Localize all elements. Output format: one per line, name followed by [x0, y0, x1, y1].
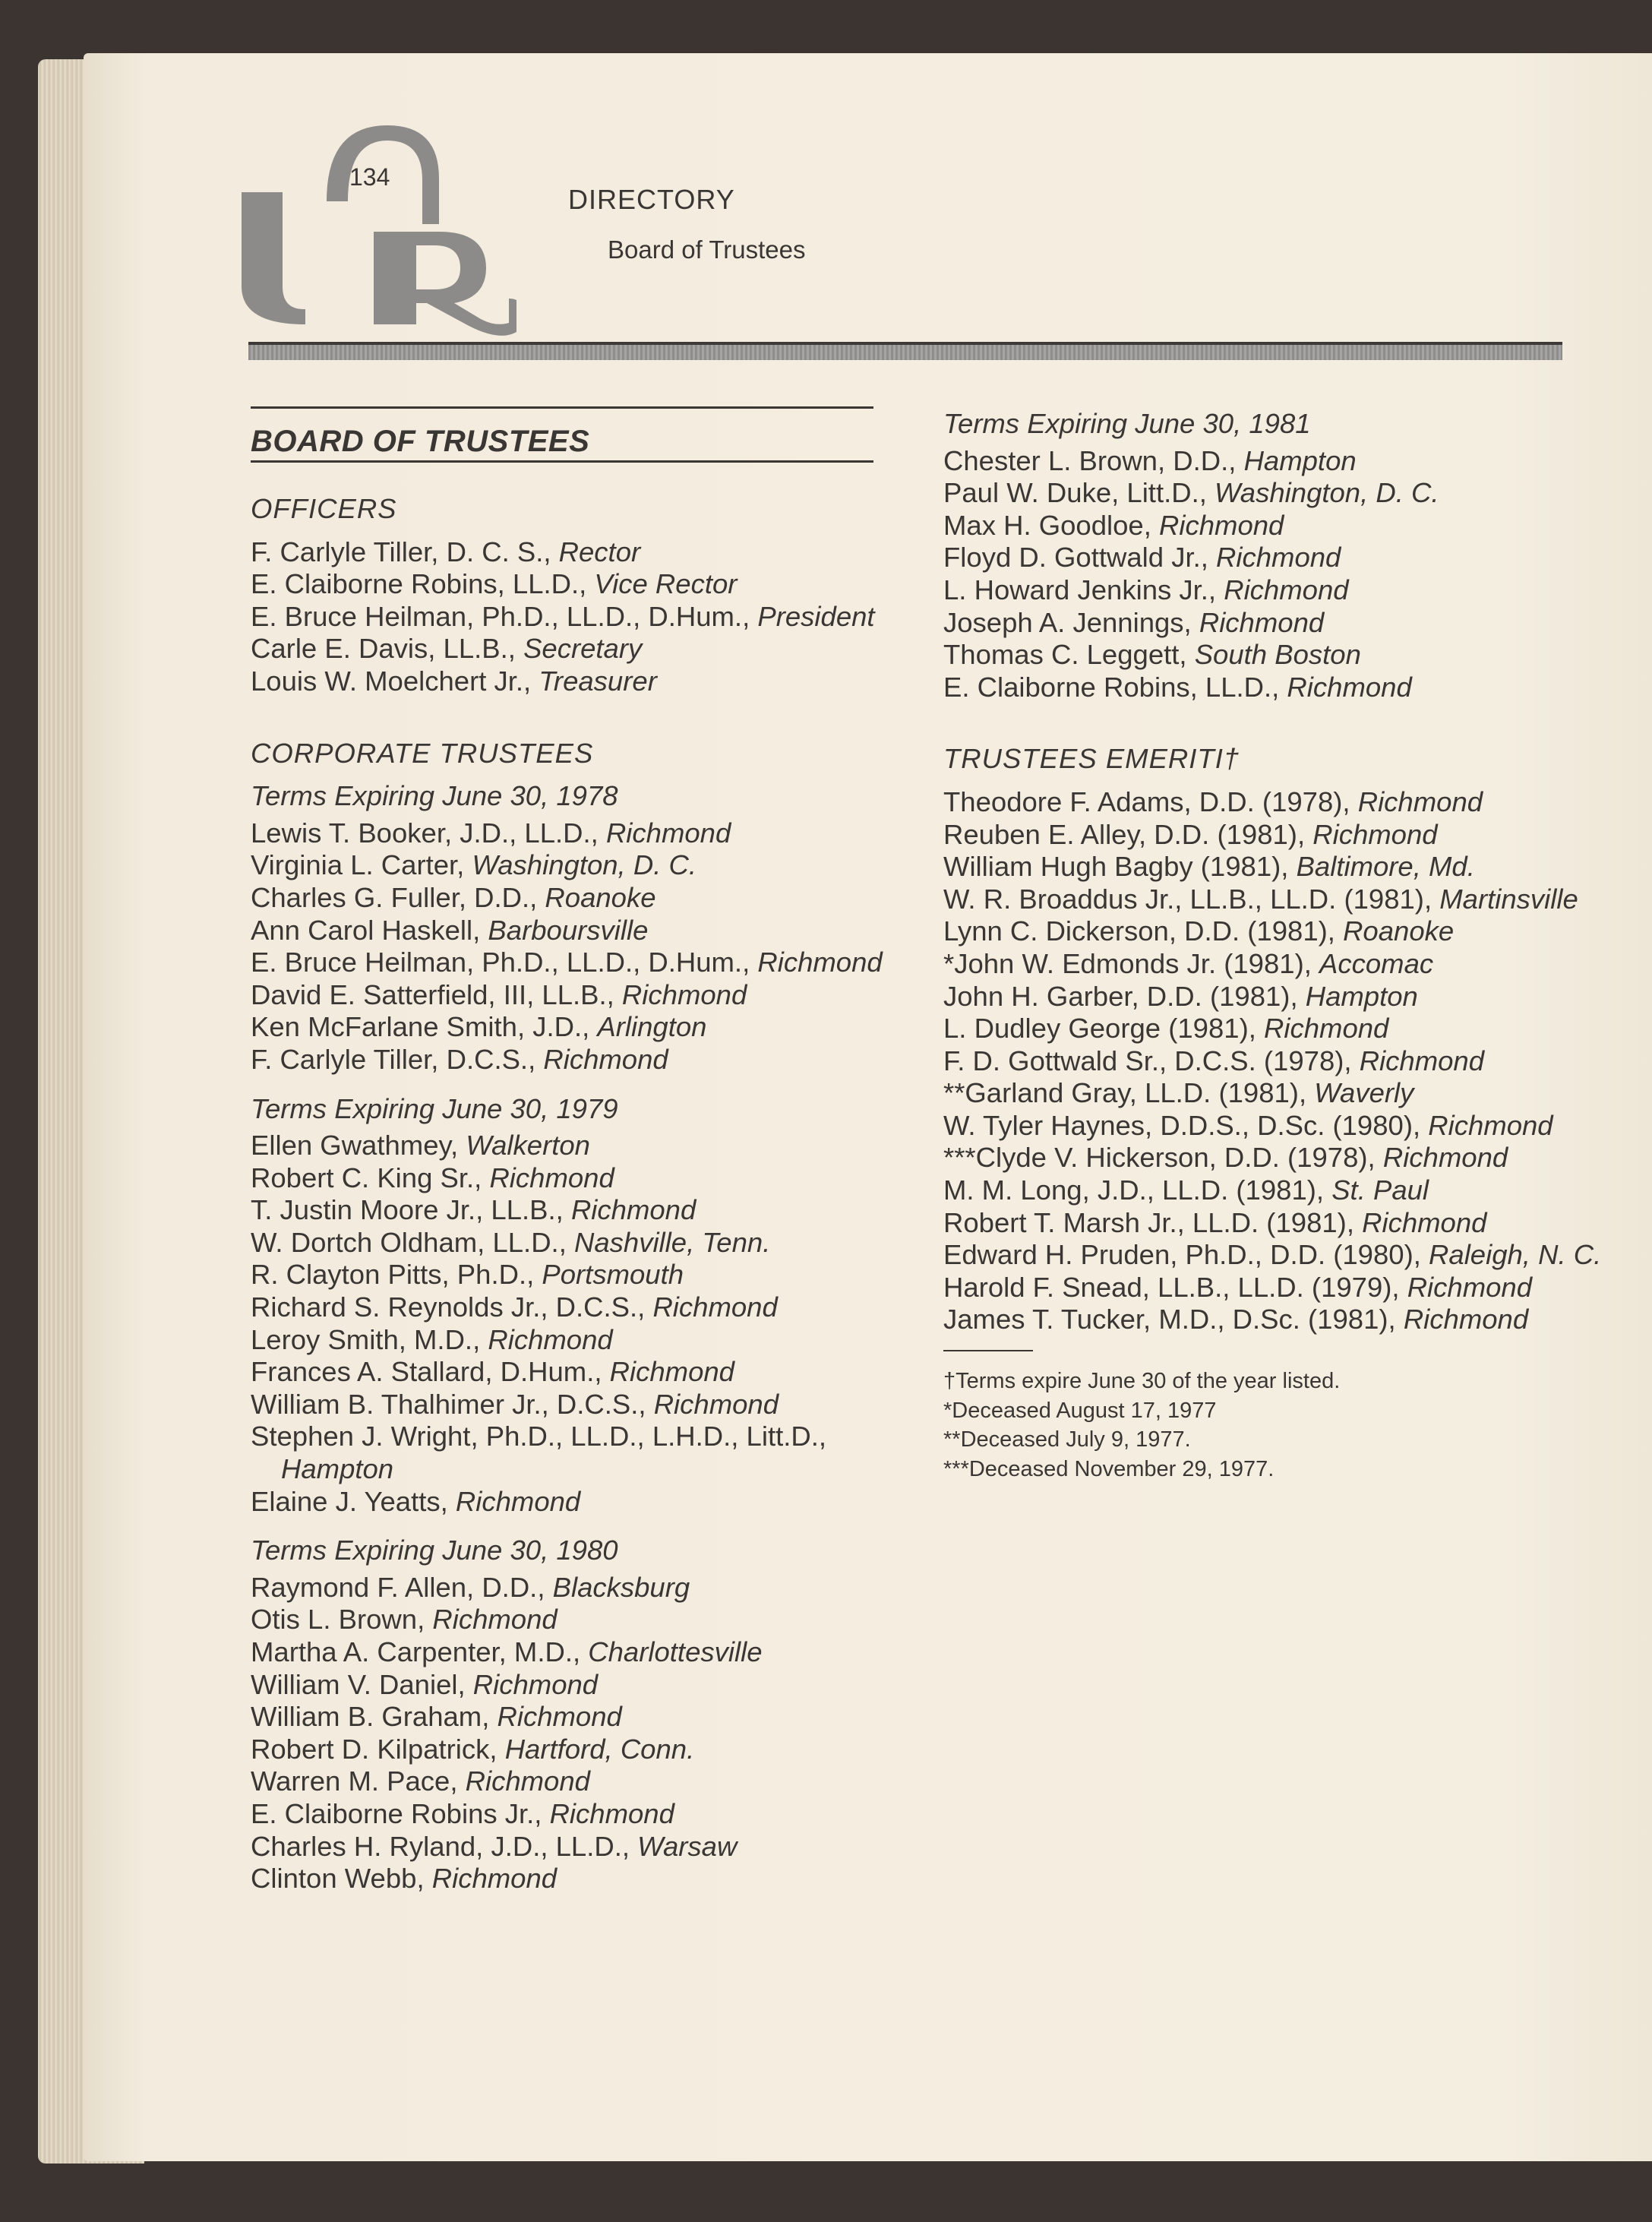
entry-place: Richmond — [609, 1356, 734, 1388]
list-item — [251, 1734, 889, 1766]
terms-1981-list — [943, 445, 1627, 704]
entry-place: Richmond — [1428, 1109, 1553, 1141]
list-item — [943, 510, 1627, 542]
entry-name: Clinton Webb, — [251, 1863, 432, 1895]
entry-place: Waverly — [1314, 1077, 1414, 1109]
footnotes — [943, 1367, 1627, 1484]
list-item — [943, 1174, 1627, 1207]
entry-place: Hampton — [1305, 980, 1418, 1012]
entry-title: Rector — [558, 536, 641, 567]
footnote-rule — [943, 1350, 1033, 1351]
entry-name: Martha A. Carpenter, M.D., — [251, 1636, 589, 1667]
entry-name: Leroy Smith, M.D., — [251, 1323, 488, 1355]
entry-place: Richmond — [1359, 1045, 1485, 1076]
entry-place: Hampton — [1243, 444, 1357, 476]
entry-name: Carle E. Davis, LL.B., — [251, 633, 524, 665]
entry-place: Washington, D. C. — [1215, 477, 1439, 509]
list-item — [943, 1045, 1627, 1078]
entry-name: William B. Thalhimer Jr., D.C.S., — [251, 1388, 654, 1420]
list-item — [943, 672, 1627, 704]
entry-name: William Hugh Bagby (1981), — [943, 851, 1297, 883]
list-item — [251, 849, 889, 882]
entry-place: Richmond — [605, 817, 731, 849]
entry-name: Robert T. Marsh Jr., LL.D. (1981), — [943, 1206, 1363, 1238]
list-item — [943, 851, 1627, 883]
list-item — [943, 1207, 1627, 1240]
list-item — [251, 1486, 889, 1519]
entry-name: Theodore F. Adams, D.D. (1978), — [943, 785, 1358, 817]
entry-place: Richmond — [570, 1194, 696, 1226]
list-item — [943, 948, 1627, 981]
entry-place: Walkerton — [466, 1130, 590, 1162]
list-item — [943, 819, 1627, 852]
entry-name: William B. Graham, — [251, 1701, 497, 1733]
entry-name: Richard S. Reynolds Jr., D.C.S., — [251, 1291, 653, 1323]
entry-place: Richmond — [653, 1388, 779, 1420]
list-item — [251, 1011, 889, 1044]
terms-1980-list — [251, 1572, 889, 1895]
entry-name: T. Justin Moore Jr., LL.B., — [251, 1194, 571, 1226]
page-number: 134 — [349, 163, 390, 191]
entry-name: R. Clayton Pitts, Ph.D., — [251, 1259, 542, 1291]
entry-name: W. R. Broaddus Jr., LL.B., LL.D. (1981), — [943, 883, 1440, 915]
entry-name: W. Tyler Haynes, D.D.S., D.Sc. (1980), — [943, 1109, 1429, 1141]
entry-name: John H. Garber, D.D. (1981), — [943, 980, 1306, 1012]
entry-name: **Garland Gray, LL.D. (1981), — [943, 1077, 1315, 1109]
entry-place: Richmond — [432, 1604, 558, 1636]
officers-list — [251, 536, 889, 698]
list-item — [251, 1604, 889, 1636]
list-item — [251, 568, 889, 601]
list-item — [943, 1304, 1627, 1336]
entry-place: Richmond — [1312, 818, 1438, 850]
officers-heading: OFFICERS — [251, 493, 397, 524]
trustees-emeriti-heading: TRUSTEES EMERITI† — [943, 743, 1240, 775]
running-subtitle: Board of Trustees — [608, 235, 806, 264]
list-item — [943, 1272, 1627, 1304]
list-item — [943, 981, 1627, 1013]
entry-title: Treasurer — [539, 665, 657, 697]
entry-place: Arlington — [597, 1011, 707, 1043]
entry-place: Richmond — [465, 1765, 590, 1797]
entry-name: Louis W. Moelchert Jr., — [251, 665, 539, 697]
entry-name: E. Claiborne Robins Jr., — [251, 1797, 550, 1829]
entry-name: Edward H. Pruden, Ph.D., D.D. (1980), — [943, 1239, 1429, 1271]
entry-name: Lewis T. Booker, J.D., LL.D., — [251, 817, 606, 849]
section-title: BOARD OF TRUSTEES — [251, 406, 873, 463]
entry-name: *John W. Edmonds Jr. (1981), — [943, 947, 1320, 979]
entry-name: F. Carlyle Tiller, D. C. S., — [251, 536, 559, 567]
right-column — [943, 408, 1627, 1484]
entry-place: Blacksburg — [552, 1571, 690, 1603]
list-item — [251, 1130, 889, 1162]
entry-name: Paul W. Duke, Litt.D., — [943, 477, 1215, 509]
list-item — [251, 1324, 889, 1357]
entry-place: Hampton — [281, 1453, 394, 1485]
entry-name: Virginia L. Carter, — [251, 849, 472, 881]
entry-place: Barboursville — [488, 914, 649, 946]
entry-place: Martinsville — [1439, 883, 1578, 915]
list-item — [251, 1636, 889, 1669]
entry-name: Ken McFarlane Smith, J.D., — [251, 1011, 598, 1043]
list-item — [251, 1572, 889, 1604]
list-item — [251, 633, 889, 665]
footnote: †Terms expire June 30 of the year listed. — [943, 1369, 1341, 1394]
entry-place: Nashville, Tenn. — [573, 1226, 771, 1258]
entry-place: Richmond — [1224, 574, 1349, 605]
list-item — [251, 1421, 889, 1485]
entry-place: Warsaw — [637, 1830, 738, 1862]
entry-name: Harold F. Snead, LL.B., LL.D. (1979), — [943, 1271, 1407, 1303]
list-item — [251, 1162, 889, 1195]
list-item — [251, 979, 889, 1012]
entry-name: Robert D. Kilpatrick, — [251, 1733, 505, 1765]
list-item — [943, 639, 1627, 672]
list-item — [251, 915, 889, 947]
entry-place: Raleigh, N. C. — [1429, 1239, 1602, 1271]
entry-name: L. Howard Jenkins Jr., — [943, 574, 1224, 605]
list-item — [251, 1798, 889, 1831]
entry-name: Ann Carol Haskell, — [251, 914, 488, 946]
entry-place: Portsmouth — [542, 1259, 684, 1291]
terms-1978-list — [251, 817, 889, 1076]
entry-title: Secretary — [523, 633, 643, 665]
entry-name: Robert C. King Sr., — [251, 1162, 490, 1193]
entry-place: Richmond — [543, 1043, 668, 1075]
entry-name: E. Claiborne Robins, LL.D., — [943, 671, 1287, 703]
entry-place: Richmond — [549, 1797, 674, 1829]
list-item — [251, 1194, 889, 1227]
entry-name: William V. Daniel, — [251, 1668, 473, 1700]
entry-title: Vice Rector — [594, 568, 738, 600]
entry-place: Roanoke — [1343, 915, 1455, 947]
list-item — [943, 883, 1627, 916]
entry-name: Charles H. Ryland, J.D., LL.D., — [251, 1830, 638, 1862]
list-item — [943, 574, 1627, 607]
entry-name: Floyd D. Gottwald Jr., — [943, 542, 1217, 574]
entry-place: Charlottesville — [588, 1636, 763, 1667]
entry-place: Richmond — [1403, 1304, 1529, 1335]
entry-name: Reuben E. Alley, D.D. (1981), — [943, 818, 1313, 850]
entry-name: E. Claiborne Robins, LL.D., — [251, 568, 595, 600]
list-item — [251, 1831, 889, 1863]
entry-place: Roanoke — [545, 881, 656, 913]
entry-place: Richmond — [488, 1323, 613, 1355]
entry-name: Thomas C. Leggett, — [943, 639, 1195, 671]
footnote: **Deceased July 9, 1977. — [943, 1427, 1191, 1452]
list-item — [251, 817, 889, 850]
entry-place: Richmond — [652, 1291, 778, 1323]
entry-name: ***Clyde V. Hickerson, D.D. (1978), — [943, 1142, 1383, 1174]
left-column — [251, 406, 889, 1895]
list-item — [943, 1077, 1627, 1110]
entry-place: Richmond — [1264, 1013, 1389, 1045]
list-item — [251, 1044, 889, 1076]
term-heading-1979: Terms Expiring June 30, 1979 — [251, 1092, 618, 1124]
list-item — [251, 947, 889, 979]
entry-name: E. Bruce Heilman, Ph.D., LL.D., D.Hum., — [251, 947, 758, 978]
entry-name: Otis L. Brown, — [251, 1604, 433, 1636]
entry-place: Accomac — [1319, 947, 1434, 979]
list-item — [943, 607, 1627, 640]
entry-place: Hartford, Conn. — [504, 1733, 695, 1765]
header-rule — [248, 342, 1562, 360]
entry-place: Richmond — [1407, 1271, 1533, 1303]
emeriti-list — [943, 786, 1627, 1336]
entry-name: L. Dudley George (1981), — [943, 1013, 1265, 1045]
list-item — [251, 1701, 889, 1734]
entry-place: Richmond — [621, 978, 747, 1010]
entry-title: President — [757, 600, 875, 632]
running-title: DIRECTORY — [568, 184, 735, 215]
list-item — [251, 1669, 889, 1702]
entry-name: Stephen J. Wright, Ph.D., LL.D., L.H.D., Litt.D., — [251, 1421, 827, 1452]
list-item — [251, 536, 889, 569]
entry-place: Richmond — [455, 1485, 581, 1517]
list-item — [251, 882, 889, 915]
entry-name: Chester L. Brown, D.D., — [943, 444, 1244, 476]
entry-place: Richmond — [1199, 606, 1325, 638]
entry-name: Frances A. Stallard, D.Hum., — [251, 1356, 610, 1388]
list-item — [251, 1389, 889, 1421]
ur-monogram-icon — [235, 118, 532, 338]
list-item — [943, 1142, 1627, 1174]
list-item — [251, 665, 889, 698]
entry-place: Richmond — [1362, 1206, 1487, 1238]
entry-name: Ellen Gwathmey, — [251, 1130, 466, 1162]
entry-place: Washington, D. C. — [472, 849, 696, 881]
list-item — [251, 1765, 889, 1798]
entry-name: F. Carlyle Tiller, D.C.S., — [251, 1043, 544, 1075]
entry-name: Warren M. Pace, — [251, 1765, 466, 1797]
terms-1979-list — [251, 1130, 889, 1518]
list-item — [251, 1227, 889, 1260]
list-item — [943, 1239, 1627, 1272]
list-item — [251, 1863, 889, 1895]
entry-place: Richmond — [497, 1701, 622, 1733]
entry-name: M. M. Long, J.D., LL.D. (1981), — [943, 1174, 1332, 1206]
entry-name: W. Dortch Oldham, LL.D., — [251, 1226, 574, 1258]
footnote: ***Deceased November 29, 1977. — [943, 1456, 1275, 1481]
corporate-trustees-heading: CORPORATE TRUSTEES — [251, 737, 594, 769]
entry-place: Richmond — [757, 947, 883, 978]
entry-place: St. Paul — [1331, 1174, 1429, 1206]
entry-place: Baltimore, Md. — [1296, 851, 1475, 883]
footnote: *Deceased August 17, 1977 — [943, 1398, 1217, 1423]
entry-name: David E. Satterfield, III, LL.B., — [251, 978, 622, 1010]
entry-name: Joseph A. Jennings, — [943, 606, 1199, 638]
list-item — [943, 1110, 1627, 1143]
list-item — [943, 445, 1627, 478]
entry-place: Richmond — [1357, 785, 1483, 817]
entry-name: James T. Tucker, M.D., D.Sc. (1981), — [943, 1304, 1404, 1335]
list-item — [943, 915, 1627, 948]
term-heading-1981: Terms Expiring June 30, 1981 — [943, 408, 1311, 439]
entry-place: Richmond — [489, 1162, 614, 1193]
entry-name: Raymond F. Allen, D.D., — [251, 1571, 553, 1603]
entry-place: South Boston — [1194, 639, 1361, 671]
term-heading-1978: Terms Expiring June 30, 1978 — [251, 780, 618, 812]
entry-name: F. D. Gottwald Sr., D.C.S. (1978), — [943, 1045, 1360, 1076]
entry-place: Richmond — [431, 1863, 558, 1895]
entry-place: Richmond — [472, 1668, 599, 1700]
entry-name: Elaine J. Yeatts, — [251, 1485, 456, 1517]
entry-name: Max H. Goodloe, — [943, 509, 1160, 541]
entry-name: E. Bruce Heilman, Ph.D., LL.D., D.Hum., — [251, 600, 758, 632]
entry-place: Richmond — [1159, 509, 1284, 541]
list-item — [943, 1013, 1627, 1045]
list-item — [251, 601, 889, 634]
list-item — [251, 1291, 889, 1324]
list-item — [943, 477, 1627, 510]
entry-name: Lynn C. Dickerson, D.D. (1981), — [943, 915, 1344, 947]
entry-place: Richmond — [1216, 542, 1341, 574]
entry-place: Richmond — [1287, 671, 1412, 703]
list-item — [251, 1356, 889, 1389]
list-item — [943, 542, 1627, 574]
term-heading-1980: Terms Expiring June 30, 1980 — [251, 1535, 618, 1566]
list-item — [943, 786, 1627, 819]
entry-place: Richmond — [1382, 1142, 1508, 1174]
entry-name: Charles G. Fuller, D.D., — [251, 881, 545, 913]
list-item — [251, 1259, 889, 1291]
